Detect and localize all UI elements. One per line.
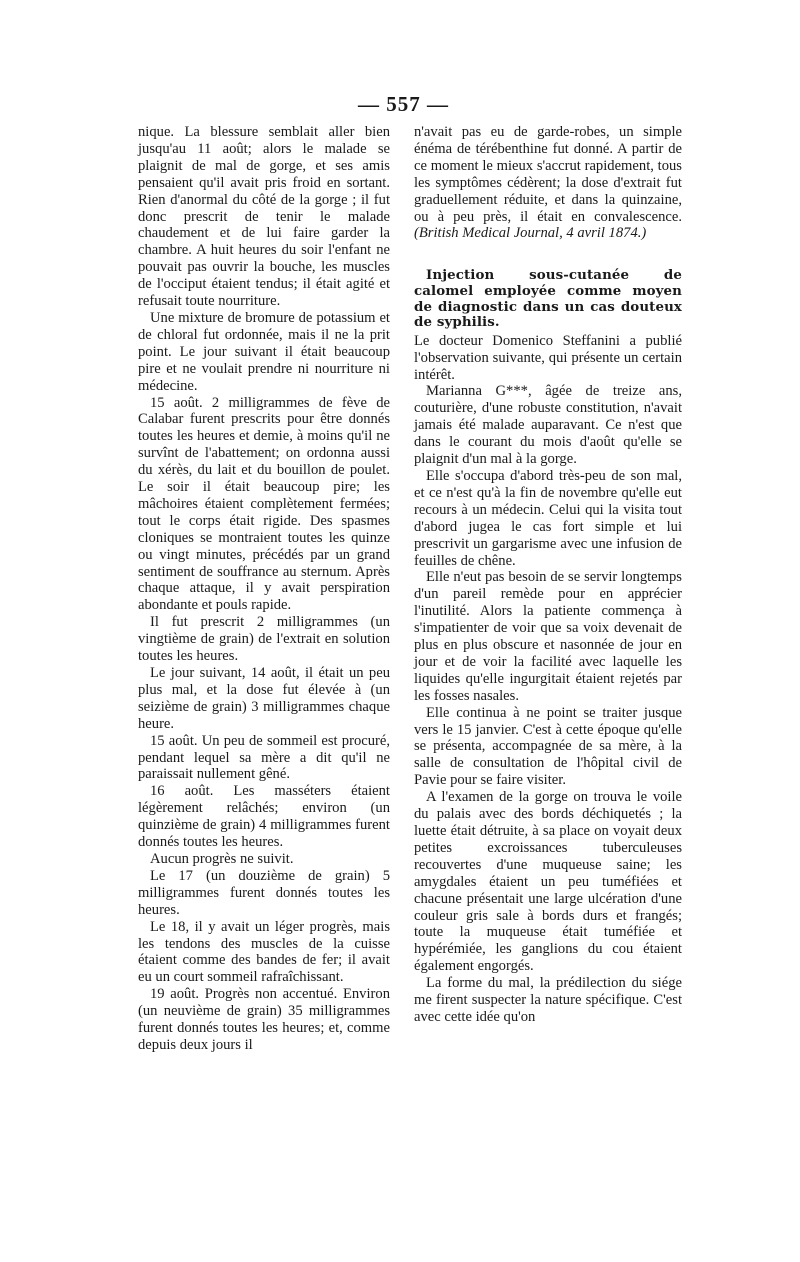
right-column: [414, 124, 682, 1026]
paragraph: Aucun progrès ne suivit.: [150, 850, 294, 867]
paragraph: Elle n'eut pas besoin de se servir longtemps d'un pareil remède pour en apprécier l'inutilité. Alors la patiente commença à s'impatienter de voir que sa voix devenait de plus en plus obscure et nasonnée de jour en jour et de voir la facilité avec laquelle les liquides qu'elle ingurgitait étaient rejetés par les fosses nasales.: [414, 569, 682, 704]
intro-text: n'avait pas eu de garde-robes, un simple énéma de térébenthine fut donné. A partir de ce moment le mieux s'accrut rapidement, tous les symptômes cédèrent; la dose d'extrait fut graduellement réduite, et dans la quinzaine, ou à peu près, il était en convalescence.: [414, 124, 682, 225]
paragraph: 19 août. Progrès non accentué. Environ (un neuvième de grain) 35 milligrammes furent donnés toutes les heures; et, comme depuis deux jours il: [138, 986, 390, 1053]
paragraph: Marianna G***, âgée de treize ans, couturière, d'une robuste constitution, n'avait jamais été malade auparavant. Ce n'est que dans le courant du mois d'août qu'elle se plaignit d'un mal à la gorge.: [414, 383, 682, 468]
paragraph: Une mixture de bromure de potassium et de chloral fut ordonnée, mais il ne la prit point. Le jour suivant il était beaucoup pire et ne voulait prendre ni nourriture ni médecine.: [138, 309, 390, 394]
paragraph: Il fut prescrit 2 milligrammes (un vingtième de grain) de l'extrait en solution toutes les heures.: [138, 614, 390, 665]
paragraph: Le 18, il y avait un léger progrès, mais les tendons des muscles de la cuisse étaient comme des bandes de fer; il avait eu un court sommeil rafraîchissant.: [138, 918, 390, 986]
paragraph: Le 17 (un douzième de grain) 5 milligrammes furent donnés toutes les heures.: [138, 867, 390, 918]
paragraph: 15 août. Un peu de sommeil est procuré, pendant lequel sa mère a dit qu'il ne paraissait nullement gêné.: [138, 732, 390, 783]
paragraph: Elle s'occupa d'abord très-peu de son mal, et ce n'est qu'à la fin de novembre qu'elle eut recours à un médecin. Celui qui la visita tout d'abord jugea le cas fort simple et lui prescrivit un gargarisme avec une infusion de feuilles de chêne.: [414, 467, 682, 569]
paragraph: Elle continua à ne point se traiter jusque vers le 15 janvier. C'est à cette époque qu'elle se présenta, accompagnée de sa mère, à la salle de consultation de l'hôpital civil de Pavie pour se faire visiter.: [414, 704, 682, 789]
journal-citation: (British Medical Journal, 4 avril 1874.): [414, 225, 647, 242]
paragraph: 16 août. Les masséters étaient légèrement relâchés; environ (un quinzième de grain) 4 milligrammes furent donnés toutes les heures.: [138, 783, 390, 851]
paragraph: Le jour suivant, 14 août, il était un peu plus mal, et la dose fut élevée à (un seizième de grain) 3 milligrammes chaque heure.: [138, 665, 390, 732]
paragraph: nique. La blessure semblait aller bien jusqu'au 11 août; alors le malade se plaignit de mal de gorge, et ses amis pensaient qu'il avait pris froid en sortant. Rien d'anormal du côté de la gorge ; il fut donc prescrit de tenir le malade chaudement et de lui faire garder la chambre. A huit heures du soir l'enfant ne pouvait pas ouvrir la bouche, les muscles de l'occiput étaient tendus; il était agité et refusait toute nourriture.: [138, 124, 390, 310]
page-number: — 557 —: [358, 92, 449, 116]
left-column: [138, 124, 390, 1054]
intro-paragraph: [414, 124, 682, 242]
paragraph: La forme du mal, la prédilection du siége me firent suspecter la nature spécifique. C'est avec cette idée qu'on: [414, 975, 682, 1025]
paragraph: A l'examen de la gorge on trouva le voile du palais avec des bords déchiquetés ; la luette était détruite, à sa place on voyait deux petites excroissances tuberculeuses recouvertes d'une muqueuse saine; les amygdales étaient un peu tuméfiées et chacune présentait une large ulcération d'une couleur gris sale à bords durs et frangés; toute la muqueuse était tuméfiée et hypérémiée, les ganglions du cou étaient également engorgés.: [414, 789, 682, 975]
paragraph: Le docteur Domenico Steffanini a publié l'observation suivante, qui présente un certain intérêt.: [414, 332, 682, 383]
paragraph: 15 août. 2 milligrammes de fève de Calabar furent prescrits pour être donnés toutes les heures et demie, à moins qu'il ne survînt de l'abattement; on ordonna aussi du xérès, du lait et du bouillon de poulet. Le soir il était beaucoup pire; les mâchoires étaient complètement fermées; tout le corps était rigide. Des spasmes cloniques se montraient toutes les quinze ou vingt minutes, précédés par un grand sentiment de souffrance au sternum. Après chaque attaque, il y avait perspiration abondante et pouls rapide.: [138, 394, 390, 614]
article-title: Injection sous-cutanée de calomel employée comme moyen de diagnostic dans un cas douteux de syphilis.: [414, 267, 682, 331]
